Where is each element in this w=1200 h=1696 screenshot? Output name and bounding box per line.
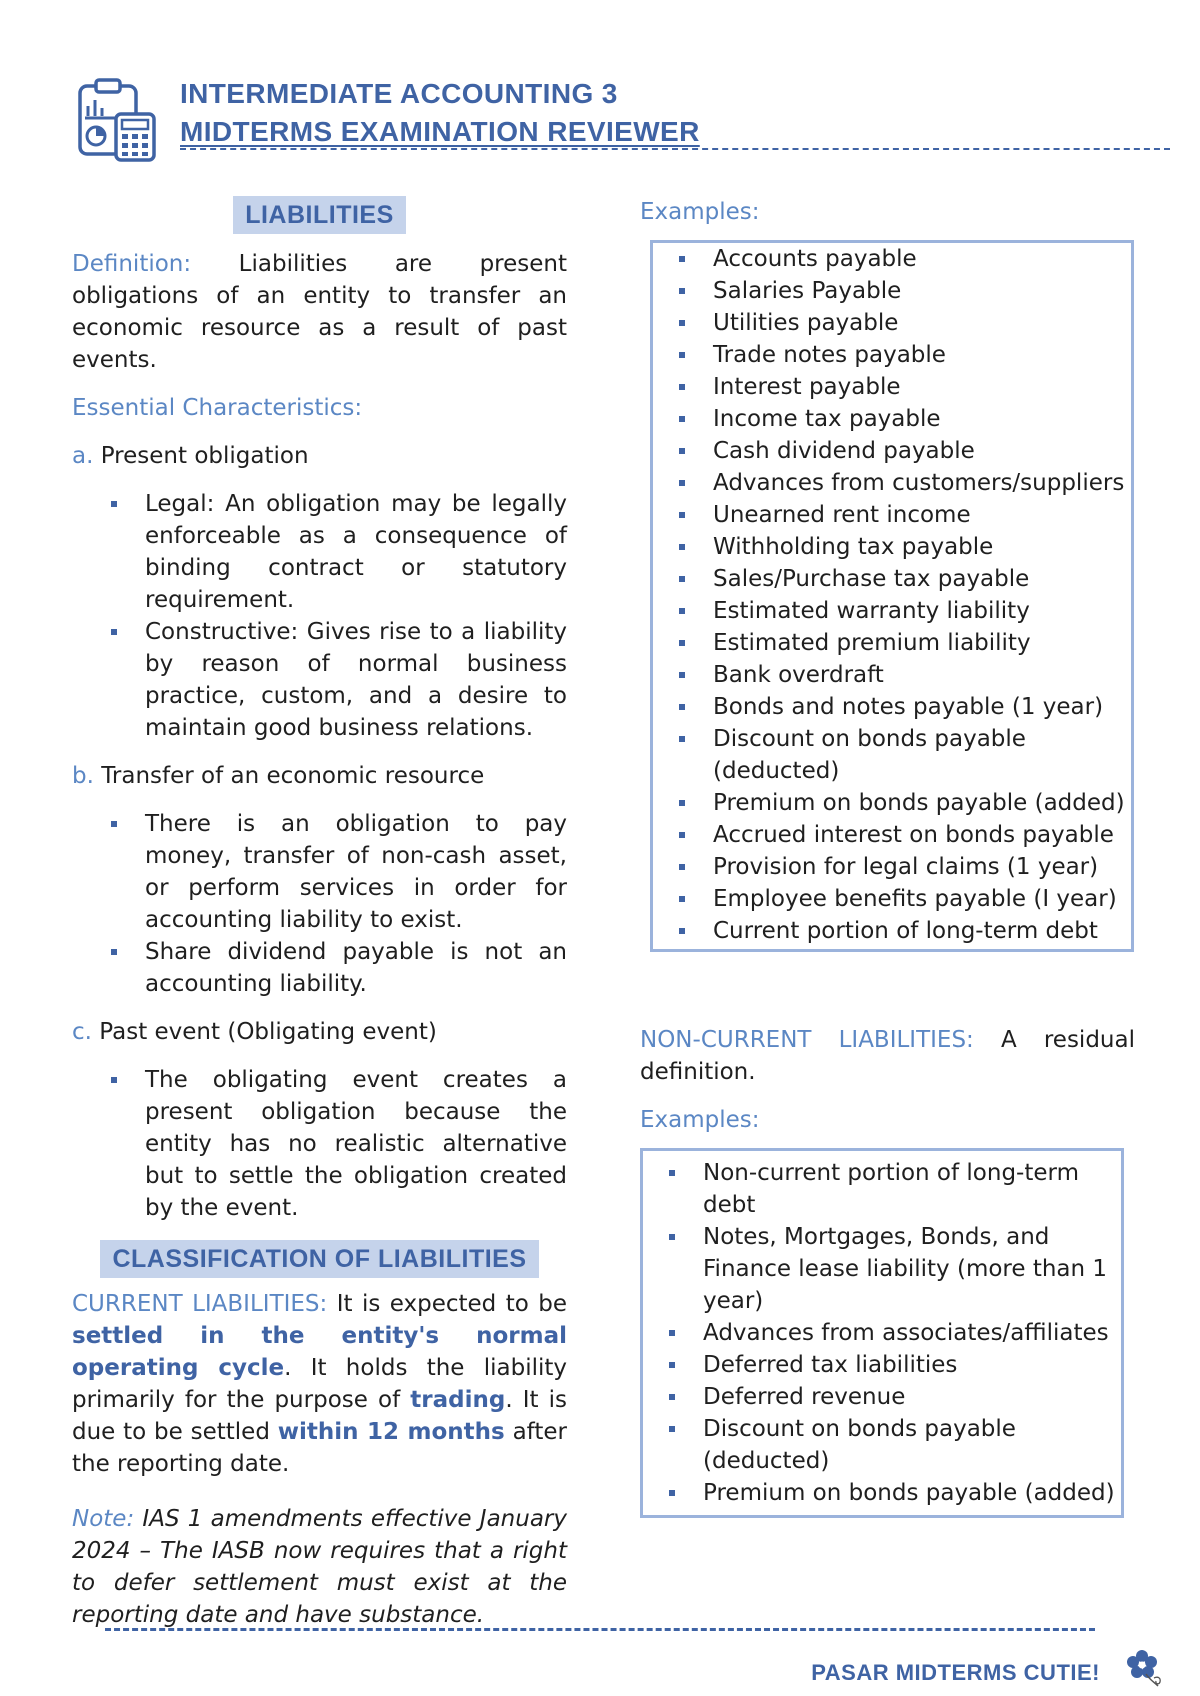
accounting-clipboard-calculator-icon — [76, 76, 164, 164]
classification-heading: CLASSIFICATION OF LIABILITIES — [100, 1240, 538, 1278]
characteristic-c-bullets — [72, 1064, 567, 1224]
current-liabilities-label: CURRENT LIABILITIES: — [72, 1291, 328, 1317]
noncurrent-examples-label: Examples: — [640, 1107, 760, 1133]
list-item: Deferred revenue — [703, 1381, 1121, 1413]
current-liabilities-paragraph: CURRENT LIABILITIES: It is expected to be settled in the entity's normal operating cycle. It holds the liability primarily for the purpose of trading. It is due to be settled within 12 months after the reporting date. — [72, 1291, 567, 1477]
noncurrent-paragraph: NON-CURRENT LIABILITIES: A residual definition. — [640, 1027, 1135, 1085]
list-item: Provision for legal claims (1 year) — [713, 851, 1131, 883]
current-examples-box — [650, 240, 1134, 952]
page-title-line2: MIDTERMS EXAMINATION REVIEWER — [180, 116, 700, 147]
list-item: There is an obligation to pay money, transfer of non-cash asset, or perform services in order for accounting liability to exist. — [145, 808, 567, 936]
list-item: Interest payable — [713, 371, 1131, 403]
list-item: Non-current portion of long-term debt — [703, 1157, 1121, 1221]
current-examples-label: Examples: — [640, 199, 760, 225]
list-item: Current portion of long-term debt — [713, 915, 1131, 947]
list-item: Unearned rent income — [713, 499, 1131, 531]
list-item: Premium on bonds payable (added) — [713, 787, 1131, 819]
definition-label: Definition: — [72, 251, 192, 277]
list-item: Accounts payable — [713, 243, 1131, 275]
footer-divider — [105, 1628, 1095, 1631]
characteristic-a-title: a. Present obligation — [72, 443, 309, 469]
list-item: Utilities payable — [713, 307, 1131, 339]
list-item: Notes, Mortgages, Bonds, and Finance lease liability (more than 1 year) — [703, 1221, 1121, 1317]
list-item: Sales/Purchase tax payable — [713, 563, 1131, 595]
liabilities-heading: LIABILITIES — [233, 196, 406, 234]
noncurrent-examples-list — [643, 1157, 1121, 1509]
flower-doodle-icon — [1124, 1646, 1168, 1690]
list-item: Trade notes payable — [713, 339, 1131, 371]
list-item: Employee benefits payable (I year) — [713, 883, 1131, 915]
definition-paragraph — [72, 248, 567, 376]
characteristic-c-title: c. Past event (Obligating event) — [72, 1019, 437, 1045]
note-label: Note: — [72, 1506, 135, 1532]
list-item: Cash dividend payable — [713, 435, 1131, 467]
footer-text: PASAR MIDTERMS CUTIE! — [811, 1660, 1100, 1685]
title-divider — [180, 148, 1170, 150]
characteristic-b-title: b. Transfer of an economic resource — [72, 763, 485, 789]
list-item: Deferred tax liabilities — [703, 1349, 1121, 1381]
list-item: Income tax payable — [713, 403, 1131, 435]
current-examples-list — [653, 243, 1131, 947]
list-item: Constructive: Gives rise to a liability by reason of normal business practice, custom, and a desire to maintain good business relations. — [145, 616, 567, 744]
noncurrent-label: NON-CURRENT LIABILITIES: — [640, 1027, 974, 1053]
characteristics-label: Essential Characteristics: — [72, 395, 363, 421]
page-header — [70, 70, 1170, 162]
list-item: Bonds and notes payable (1 year) — [713, 691, 1131, 723]
list-item: Legal: An obligation may be legally enforceable as a consequence of binding contract or statutory requirement. — [145, 488, 567, 616]
list-item: Salaries Payable — [713, 275, 1131, 307]
list-item: Bank overdraft — [713, 659, 1131, 691]
characteristic-a-bullets — [72, 488, 567, 744]
list-item: Share dividend payable is not an accounting liability. — [145, 936, 567, 1000]
list-item: Withholding tax payable — [713, 531, 1131, 563]
list-item: Accrued interest on bonds payable — [713, 819, 1131, 851]
left-column — [72, 196, 567, 1654]
right-column — [640, 196, 1135, 1534]
list-item: Premium on bonds payable (added) — [703, 1477, 1121, 1509]
ias1-note: Note: IAS 1 amendments effective January 2024 – The IASB now requires that a right to defer settlement must exist at the reporting date and have substance. — [72, 1506, 567, 1628]
characteristic-b-bullets — [72, 808, 567, 1000]
list-item: Estimated premium liability — [713, 627, 1131, 659]
list-item: Discount on bonds payable (deducted) — [713, 723, 1131, 787]
list-item: Advances from associates/affiliates — [703, 1317, 1121, 1349]
list-item: Discount on bonds payable (deducted) — [703, 1413, 1121, 1477]
noncurrent-examples-box — [640, 1148, 1124, 1518]
definition-text: Liabilities are present obligations of an entity to transfer an economic resource as a result of past events. — [72, 251, 567, 373]
page-title-line1: INTERMEDIATE ACCOUNTING 3 — [180, 78, 618, 109]
list-item: Estimated warranty liability — [713, 595, 1131, 627]
list-item: The obligating event creates a present obligation because the entity has no realistic alternative but to settle the obligation created by the event. — [145, 1064, 567, 1224]
list-item: Advances from customers/suppliers — [713, 467, 1131, 499]
